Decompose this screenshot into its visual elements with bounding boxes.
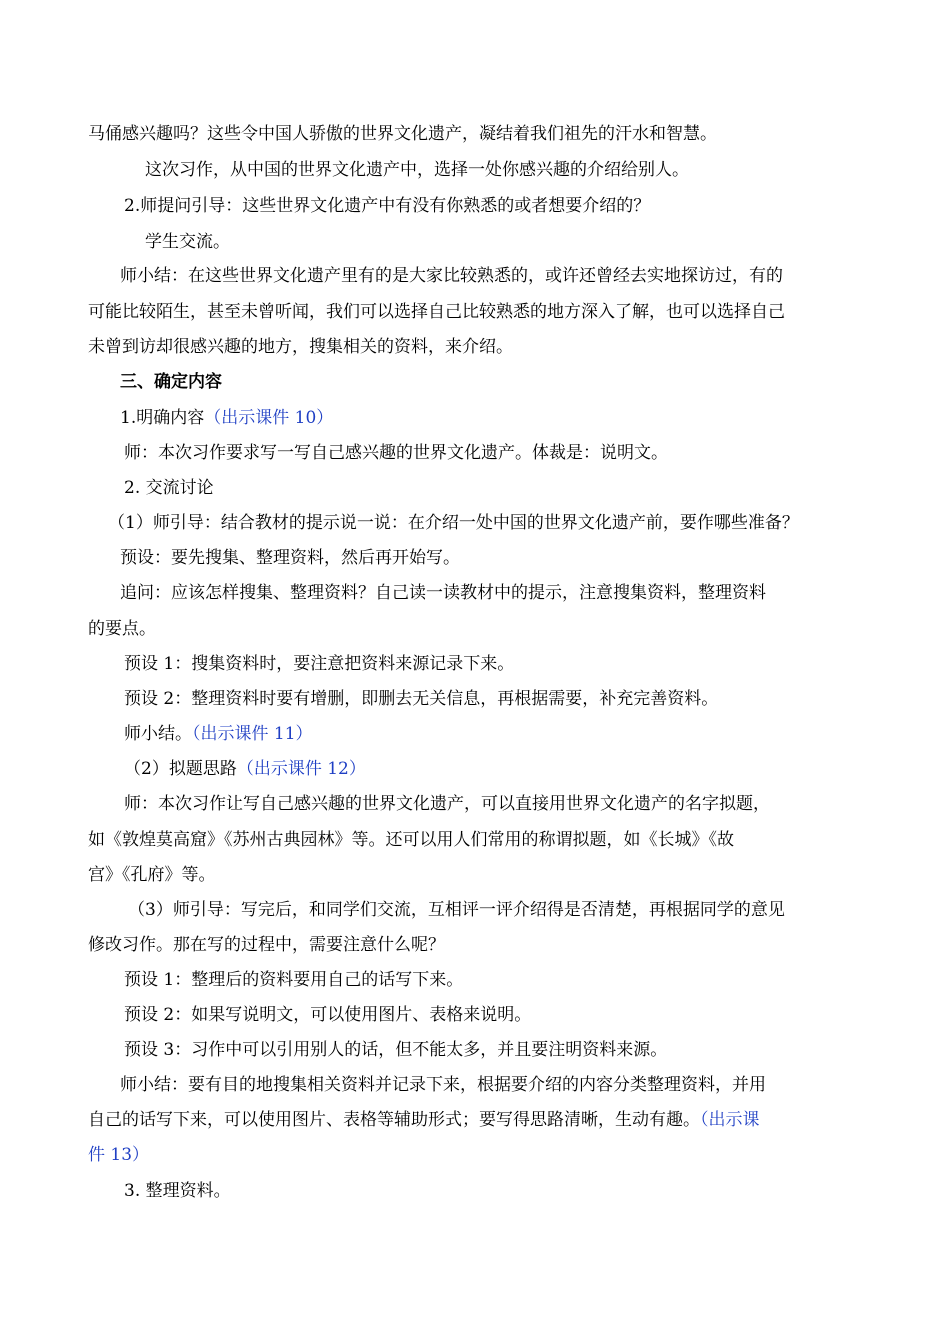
paragraph-line: （1）师引导：结合教材的提示说一说：在介绍一处中国的世界文化遗产前，要作哪些准备？	[108, 513, 799, 533]
paragraph-line: 的要点。	[88, 619, 156, 639]
courseware-reference: （出示课件 11）	[192, 724, 313, 744]
paragraph-line	[88, 1137, 149, 1173]
section-heading: 三、确定内容	[120, 372, 222, 392]
paragraph-line: 未曾到访却很感兴趣的地方，搜集相关的资料，来介绍。	[88, 337, 513, 357]
paragraph-line: 追问：应该怎样搜集、整理资料？自己读一读教材中的提示，注意搜集资料，整理资料	[120, 583, 766, 603]
paragraph-line: 师小结：在这些世界文化遗产里有的是大家比较熟悉的，或许还曾经去实地探访过，有的	[120, 266, 783, 286]
paragraph-line: 自己的话写下来，可以使用图片、表格等辅助形式；要写得思路清晰，生动有趣。（出示课	[88, 1110, 760, 1130]
courseware-reference: （出示课	[700, 1110, 760, 1130]
courseware-reference: （出示课件 12）	[236, 759, 366, 779]
paragraph-line: 2.师提问引导：这些世界文化遗产中有没有你熟悉的或者想要介绍的？	[124, 196, 651, 216]
courseware-reference: （出示课件 10）	[204, 408, 334, 428]
paragraph-line: 修改习作。那在写的过程中，需要注意什么呢？	[88, 935, 445, 955]
paragraph-line: 宫》《孔府》等。	[88, 865, 216, 885]
paragraph-line: 师：本次习作让写自己感兴趣的世界文化遗产，可以直接用世界文化遗产的名字拟题，	[124, 794, 770, 814]
paragraph-line: 预设 2：整理资料时要有增删，即删去无关信息，再根据需要，补充完善资料。	[124, 689, 719, 709]
paragraph-line: 如《敦煌莫高窟》《苏州古典园林》等。还可以用人们常用的称谓拟题，如《长城》《故	[88, 830, 734, 850]
paragraph-line: 1.明确内容（出示课件 10）	[120, 408, 334, 428]
paragraph-line: 预设 1：搜集资料时，要注意把资料来源记录下来。	[124, 654, 515, 674]
courseware-reference: 件 13）	[88, 1145, 150, 1165]
paragraph-line: 这次习作，从中国的世界文化遗产中，选择一处你感兴趣的介绍给别人。	[145, 160, 689, 180]
paragraph-line: 预设 1：整理后的资料要用自己的话写下来。	[124, 970, 464, 990]
paragraph-line: 预设 3：习作中可以引用别人的话，但不能太多，并且要注明资料来源。	[124, 1040, 668, 1060]
paragraph-line: 学生交流。	[145, 232, 230, 252]
paragraph-line: 可能比较陌生，甚至未曾听闻，我们可以选择自己比较熟悉的地方深入了解，也可以选择自己	[88, 302, 785, 322]
paragraph-line: 师小结：要有目的地搜集相关资料并记录下来，根据要介绍的内容分类整理资料，并用	[120, 1075, 766, 1095]
paragraph-line: 师小结。（出示课件 11）	[124, 724, 313, 744]
paragraph-line: 师：本次习作要求写一写自己感兴趣的世界文化遗产。体裁是：说明文。	[124, 443, 668, 463]
paragraph-line: 3. 整理资料。	[124, 1181, 231, 1201]
paragraph-line: 马俑感兴趣吗？这些令中国人骄傲的世界文化遗产，凝结着我们祖先的汗水和智慧。	[88, 124, 717, 144]
paragraph-line: （3）师引导：写完后，和同学们交流，互相评一评介绍得是否清楚，再根据同学的意见	[128, 900, 785, 920]
paragraph-line: 2. 交流讨论	[124, 478, 214, 498]
paragraph-line: （2）拟题思路（出示课件 12）	[124, 759, 366, 779]
paragraph-line: 预设：要先搜集、整理资料，然后再开始写。	[120, 548, 460, 568]
paragraph-line: 预设 2：如果写说明文，可以使用图片、表格来说明。	[124, 1005, 532, 1025]
